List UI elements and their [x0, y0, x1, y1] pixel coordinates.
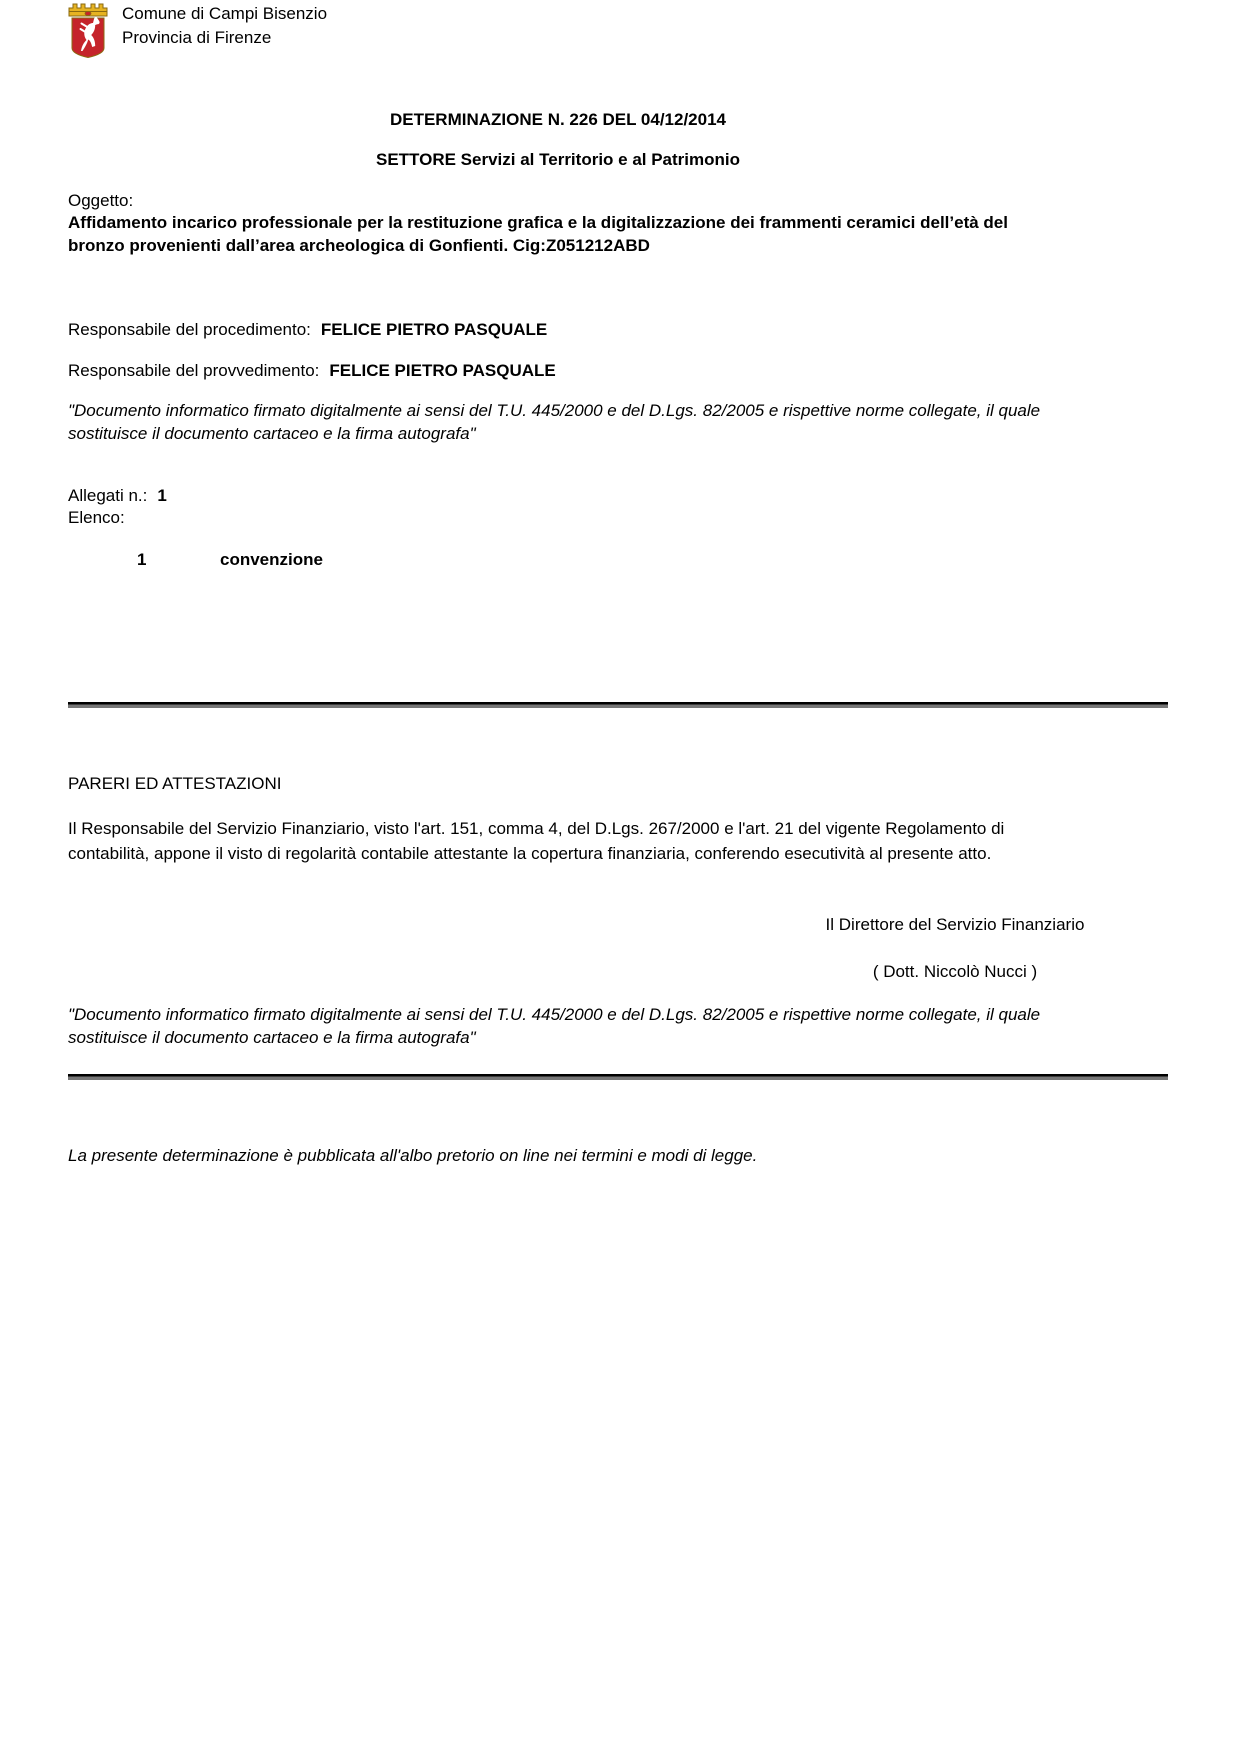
responsible-procedure-name: FELICE PIETRO PASQUALE	[320, 320, 548, 339]
subject-label: Oggetto:	[68, 191, 134, 210]
responsible-procedure-line	[68, 318, 547, 341]
section-divider-bottom	[68, 1074, 1168, 1080]
province-name: Provincia di Firenze	[122, 28, 272, 47]
signer-title: Il Direttore del Servizio Finanziario	[825, 915, 1085, 934]
opinions-heading: PARERI ED ATTESTAZIONI	[68, 774, 282, 793]
municipal-crest-icon	[67, 3, 109, 59]
responsible-provision-label: Responsabile del provvedimento:	[68, 361, 320, 380]
attachments-count-label: Allegati n.:	[68, 486, 148, 505]
digital-signature-note: "Documento informatico firmato digitalmente ai sensi del T.U. 445/2000 e del D.Lgs. 82/2005 e rispettive norme collegate, il quale sostituisce il documento cartaceo e la firma autografa"	[68, 401, 1041, 443]
digital-signature-note-repeat: "Documento informatico firmato digitalmente ai sensi del T.U. 445/2000 e del D.Lgs. 82/2005 e rispettive norme collegate, il quale sostituisce il documento cartaceo e la firma autografa"	[68, 1005, 1041, 1047]
section-divider-top	[68, 702, 1168, 708]
opinions-body: Il Responsabile del Servizio Finanziario, visto l'art. 151, comma 4, del D.Lgs. 267/2000 e l'art. 21 del vigente Regolamento di contabilità, appone il visto di regolarità contabile attestante la copertura finanziaria, conferendo esecutività al presente atto.	[68, 819, 1005, 863]
document-title: DETERMINAZIONE N. 226 DEL 04/12/2014	[389, 110, 727, 129]
attachments-count-value: 1	[157, 486, 167, 505]
document-subtitle: SETTORE Servizi al Territorio e al Patrimonio	[375, 150, 741, 169]
subject-text: Affidamento incarico professionale per la restituzione grafica e la digitalizzazione dei frammenti ceramici dell’età del bronzo provenienti dall’area archeologica di Gonfienti. Cig:Z051212ABD	[68, 213, 1008, 255]
municipality-name: Comune di Campi Bisenzio	[122, 4, 328, 23]
responsible-provision-line	[68, 359, 556, 382]
responsible-procedure-label: Responsabile del procedimento:	[68, 320, 311, 339]
signer-name: ( Dott. Niccolò Nucci )	[872, 962, 1038, 981]
publication-note: La presente determinazione è pubblicata all'albo pretorio on line nei termini e modi di legge.	[68, 1146, 758, 1165]
attachments-count-line	[68, 484, 167, 507]
attachments-list-label: Elenco:	[68, 508, 125, 527]
attachment-item-number: 1	[137, 550, 147, 569]
responsible-provision-name: FELICE PIETRO PASQUALE	[329, 361, 556, 380]
attachment-item-name: convenzione	[220, 550, 323, 569]
header	[122, 2, 327, 50]
